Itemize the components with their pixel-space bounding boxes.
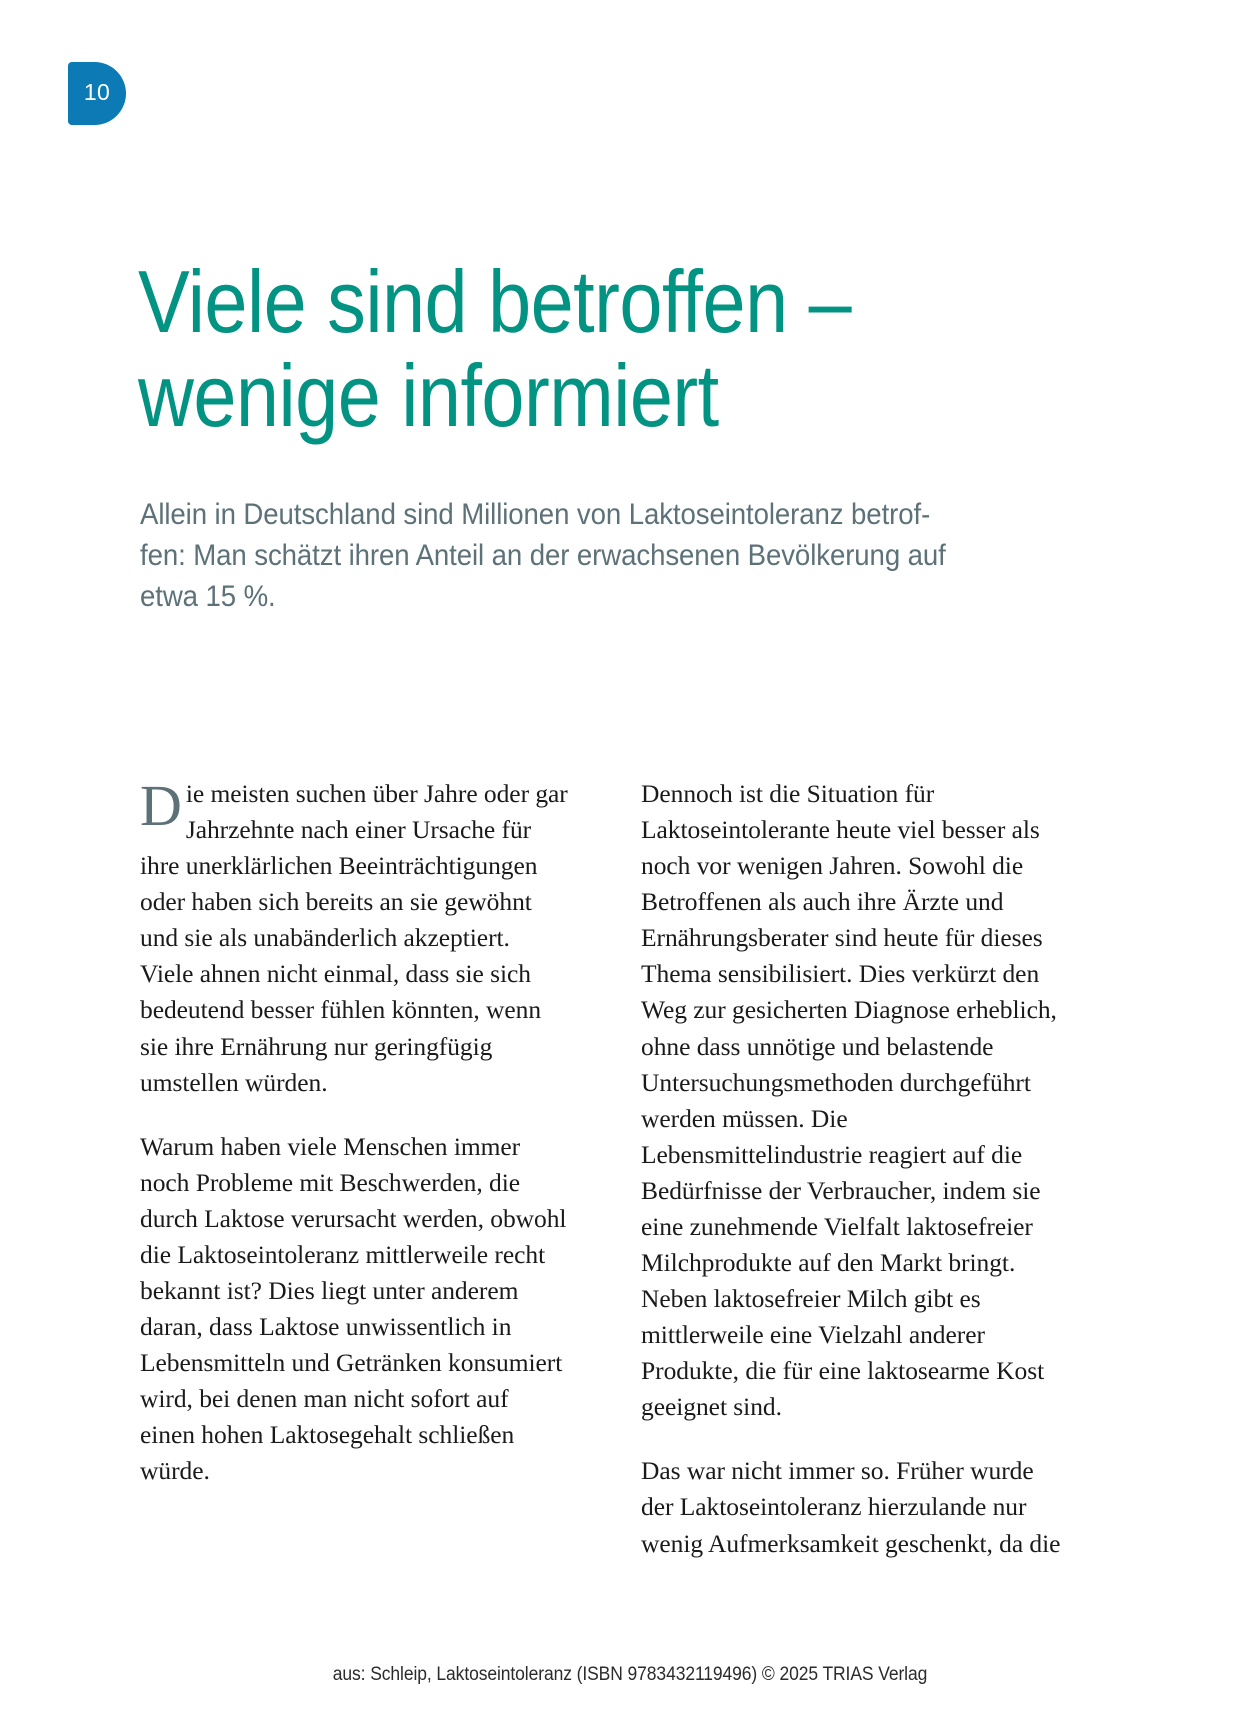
drop-cap: D	[140, 773, 182, 838]
paragraph-text: ie meisten suchen über Jahre oder gar Jahrzehnte nach einer Ursache für ihre unerklärlichen Beeinträchtigungen oder haben sich bereits an sie gewöhnt und sie als unabänderlich akzeptiert. Viele ahnen nicht einmal, dass sie sich bedeutend besser fühlen könnten, wenn sie ihre Ernährung nur geringfügig umstellen würden.	[140, 779, 568, 1097]
paragraph: Warum haben viele Menschen immer noch Probleme mit Beschwerden, die durch Laktose verursacht werden, obwohl die Laktoseintoleranz mittlerweile recht bekannt ist? Dies liegt unter anderem daran, dass Laktose unwissentlich in Lebensmitteln und Getränken konsumiert wird, bei denen man nicht sofort auf einen hohen Laktosegehalt schließen würde.	[140, 1131, 567, 1486]
page-number-badge	[68, 62, 126, 125]
paragraph	[140, 773, 569, 1101]
left-column	[140, 773, 569, 1562]
paragraph: Dennoch ist die Situation für Laktoseintolerante heute viel besser als noch vor wenigen Jahren. Sowohl die Betroffenen als auch ihre Ärzte und Ernährungsberater sind heute für dieses Thema sensibilisiert. Dies verkürzt den Weg zur gesicherten Diagnose erheblich, ohne dass unnötige und belastende Untersuchungsmethoden durchgeführt werden müssen. Die Lebensmittelindustrie reagiert auf die Bedürfnisse der Verbraucher, indem sie eine zunehmende Vielfalt laktosefreier Milchprodukte auf den Markt bringt. Neben laktosefreier Milch gibt es mittlerweile eine Vielzahl anderer Produkte, die für eine laktosearme Kost geeignet sind.	[641, 779, 1057, 1422]
right-column	[641, 776, 1070, 1562]
page-number-label: 10	[83, 79, 111, 105]
body-columns	[140, 773, 1070, 1562]
source-attribution: aus: Schleip, Laktoseintoleranz (ISBN 9783432119496) © 2025 TRIAS Verlag	[332, 1664, 928, 1685]
page-title: Viele sind betroffen – wenige informiert	[138, 251, 852, 446]
lead-paragraph: Allein in Deutschland sind Millionen von Laktoseintoleranz betrof- fen: Man schätzt ihren Anteil an der erwachsenen Bevölkerung auf etwa 15 %.	[140, 498, 946, 614]
paragraph: Das war nicht immer so. Früher wurde der Laktoseintoleranz hierzulande nur wenig Aufmerksamkeit geschenkt, da die	[641, 1456, 1061, 1558]
